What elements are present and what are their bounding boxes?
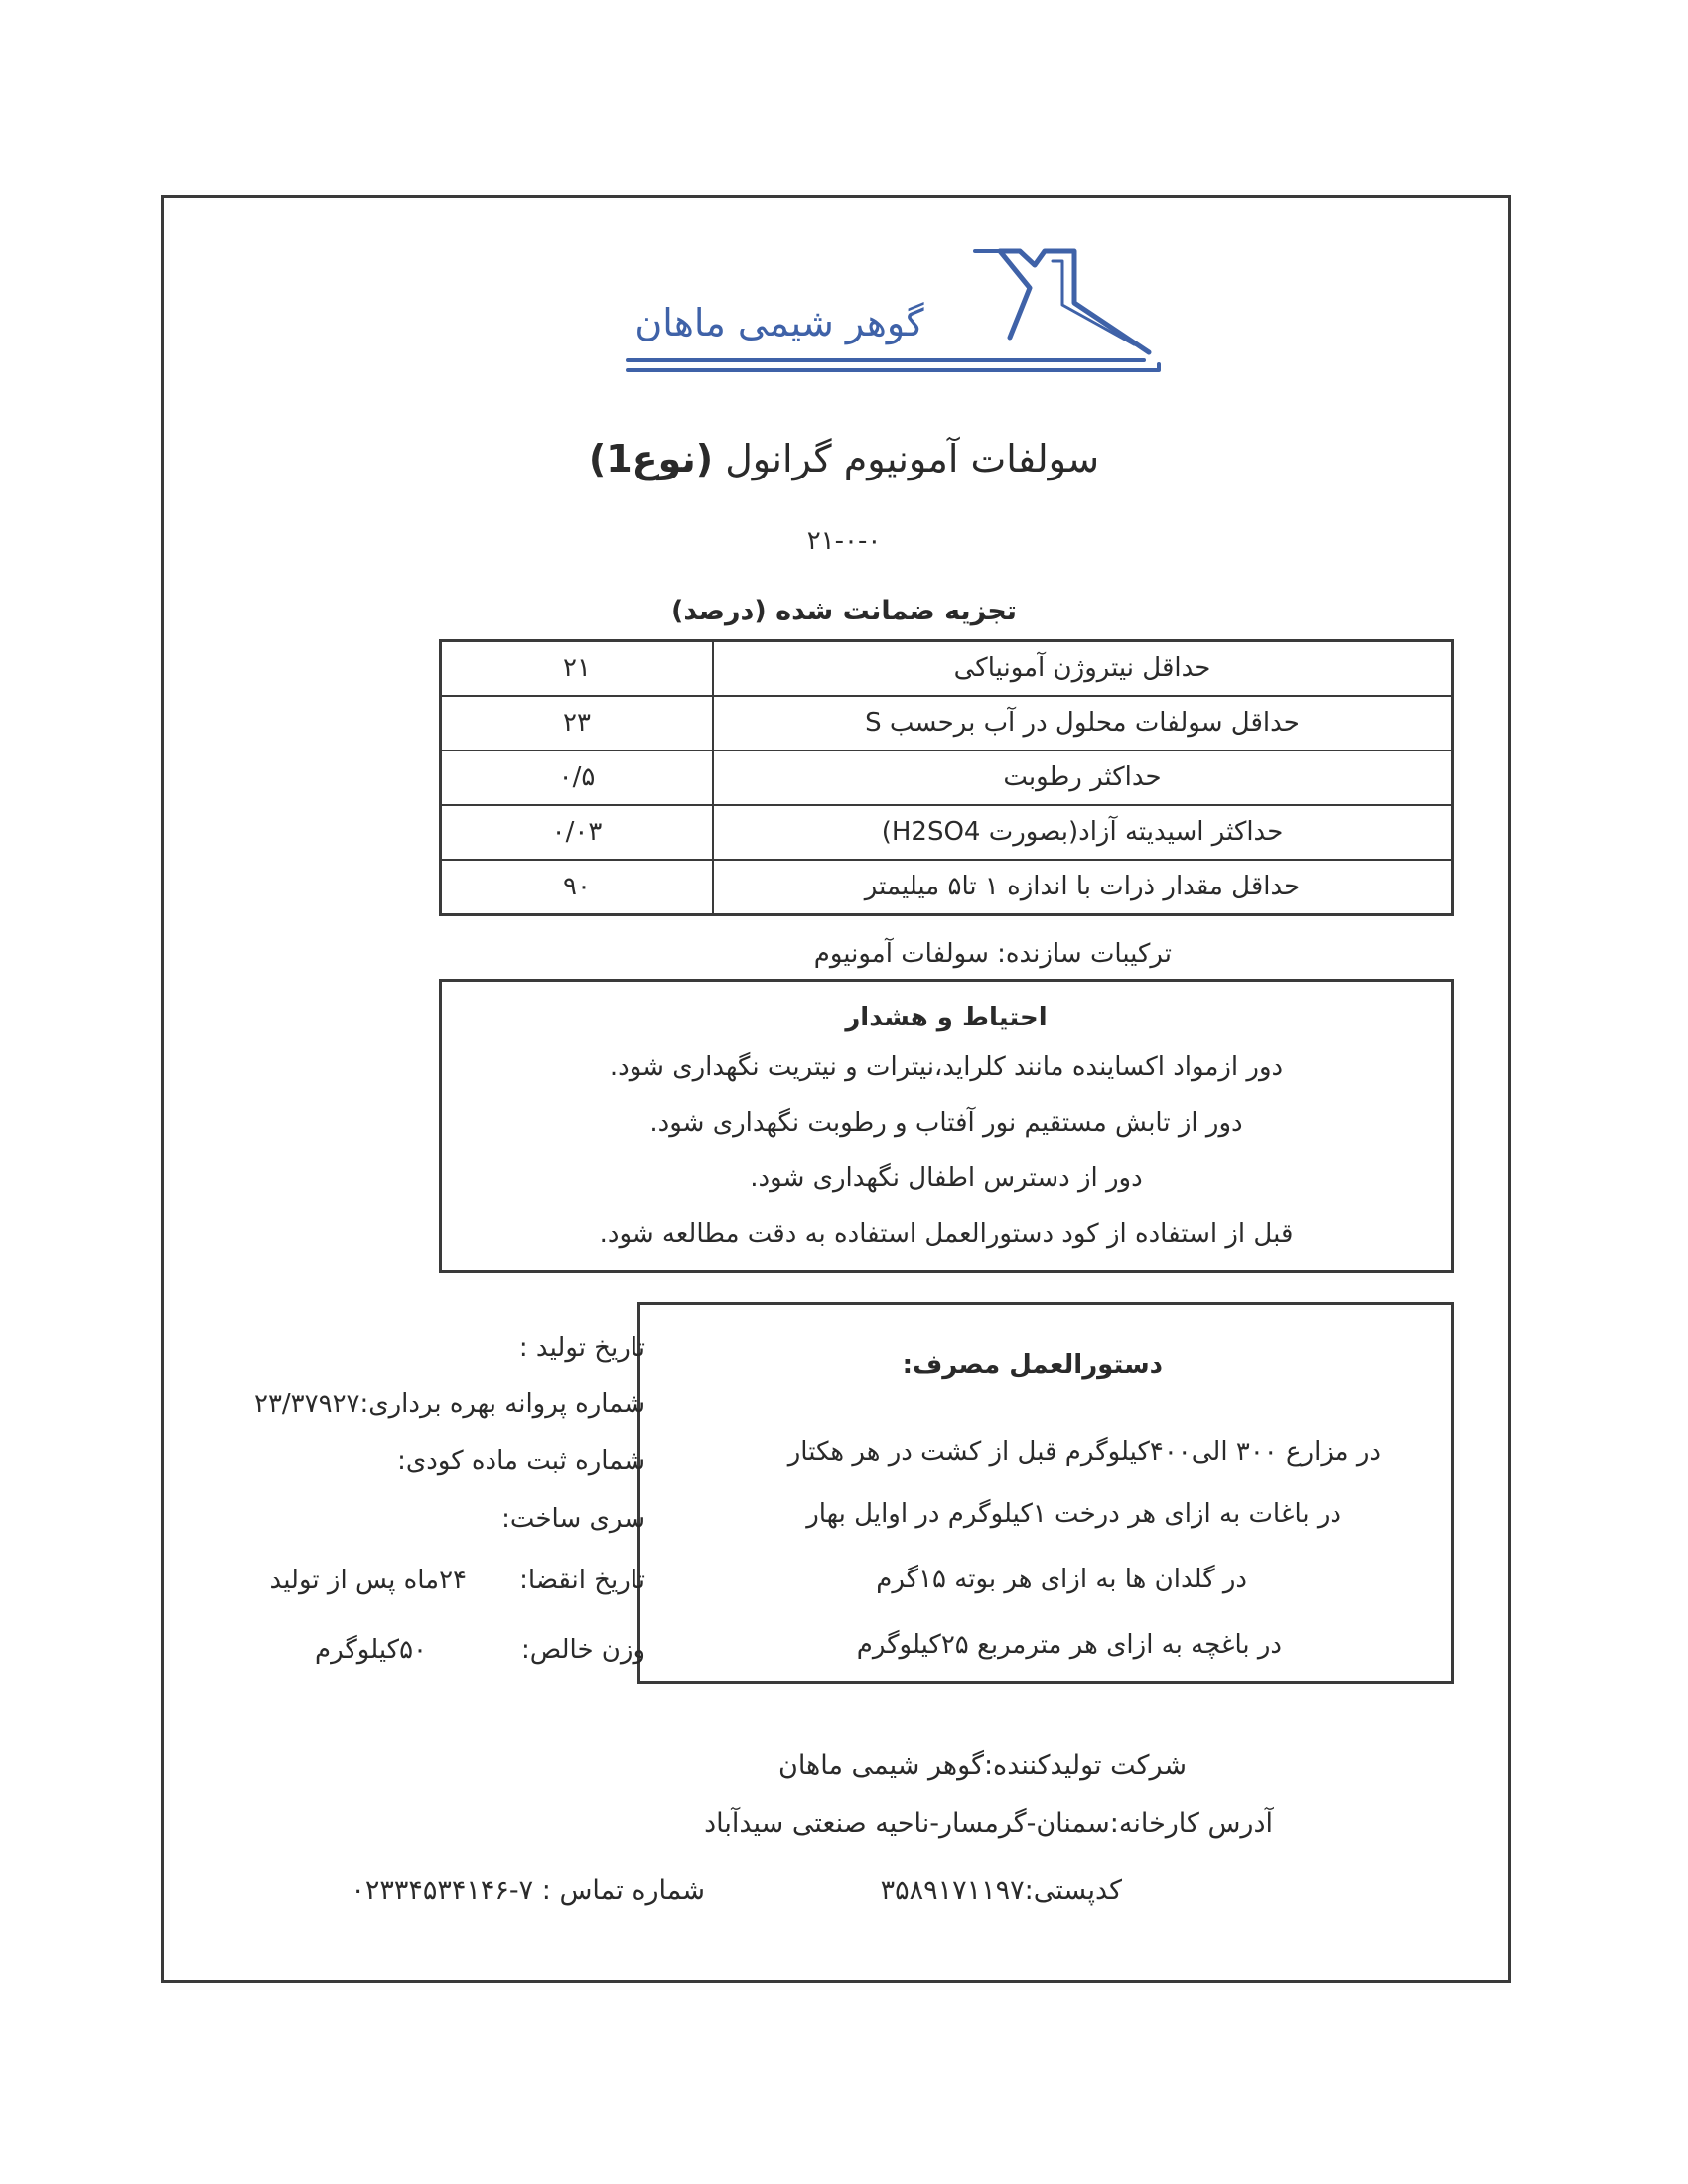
table-row xyxy=(441,751,1453,805)
warning-line: قبل از استفاده از کود دستورالعمل استفاده به دقت مطالعه شود. xyxy=(599,1219,1294,1249)
analysis-name: حداقل نیتروژن آمونیاکی xyxy=(713,641,1453,697)
table-row xyxy=(441,860,1453,915)
expiry-label: تاریخ انقضا: xyxy=(519,1566,645,1595)
analysis-name: حداکثر اسیدیته آزاد(بصورت H2SO4) xyxy=(713,805,1453,860)
analysis-value: ۲۱ xyxy=(441,641,714,697)
manufacturer: شرکت تولیدکننده:گوهر شیمی ماهان xyxy=(777,1750,1187,1781)
analysis-title: تجزیه ضمانت شده (درصد) xyxy=(670,596,1017,626)
guaranteed-analysis-table xyxy=(439,639,1454,916)
usage-line: در گلدان ها به ازای هر بوته ۱۵گرم xyxy=(876,1565,1247,1594)
production-info xyxy=(199,1328,645,1686)
warning-line: دور ازمواد اکساینده مانند کلراید،نیترات و نیتریت نگهداری شود. xyxy=(609,1052,1284,1082)
company-logo-text: گوهر شیمی ماهان xyxy=(634,301,924,344)
net-weight-label: وزن خالص: xyxy=(521,1635,645,1665)
analysis-name: حداقل سولفات محلول در آب برحسب S xyxy=(713,696,1453,751)
factory-address: آدرس کارخانه:سمنان-گرمسار-ناحیه صنعتی سیدآباد xyxy=(704,1808,1273,1839)
analysis-value: ۹۰ xyxy=(441,860,714,915)
expiry-value: ۲۴ماه پس از تولید xyxy=(269,1566,467,1595)
warning-line: دور از تابش مستقیم نور آفتاب و رطوبت نگهداری شود. xyxy=(649,1108,1243,1138)
product-type: (نوع1) xyxy=(588,437,714,480)
postal-code: کدپستی:۳۵۸۹۱۷۱۱۹۷ xyxy=(880,1875,1122,1906)
usage-instructions-box xyxy=(637,1302,1454,1684)
registration-number-label: شماره ثبت ماده کودی: xyxy=(397,1446,645,1476)
phone-number: شماره تماس : ۷-۰۲۳۳۴۵۳۴۱۴۶ xyxy=(351,1875,705,1906)
license-number: شماره پروانه بهره برداری:۲۳/۳۷۹۲۷ xyxy=(253,1389,645,1419)
table-row xyxy=(441,805,1453,860)
production-date-label: تاریخ تولید : xyxy=(518,1333,645,1363)
usage-line: در باغات به ازای هر درخت ۱کیلوگرم در اوایل بهار xyxy=(806,1499,1341,1529)
analysis-value: ۰/۰۳ xyxy=(441,805,714,860)
net-weight-value: ۵۰کیلوگرم xyxy=(314,1635,427,1665)
composition: ترکیبات سازنده: سولفات آمونیوم xyxy=(813,939,1172,969)
warnings-box xyxy=(439,979,1454,1273)
usage-line: در باغچه به ازای هر مترمربع ۲۵کیلوگرم xyxy=(856,1630,1282,1660)
product-name: سولفات آمونیوم گرانول xyxy=(725,437,1100,480)
analysis-name: حداکثر رطوبت xyxy=(713,751,1453,805)
usage-line: در مزارع ۳۰۰ الی۴۰۰کیلوگرم قبل از کشت در هر هکتار xyxy=(787,1437,1381,1467)
product-code: ۲۱-۰-۰ xyxy=(806,526,882,556)
table-row xyxy=(441,641,1453,697)
analysis-value: ۲۳ xyxy=(441,696,714,751)
table-row xyxy=(441,696,1453,751)
product-title xyxy=(397,429,1291,488)
analysis-value: ۰/۵ xyxy=(441,751,714,805)
warnings-title: احتیاط و هشدار xyxy=(845,1003,1048,1032)
batch-label: سری ساخت: xyxy=(501,1504,645,1534)
warning-line: دور از دسترس اطفال نگهداری شود. xyxy=(750,1163,1143,1193)
usage-title: دستورالعمل مصرف: xyxy=(902,1350,1163,1380)
analysis-name: حداقل مقدار ذرات با اندازه ۱ تا۵ میلیمتر xyxy=(713,860,1453,915)
